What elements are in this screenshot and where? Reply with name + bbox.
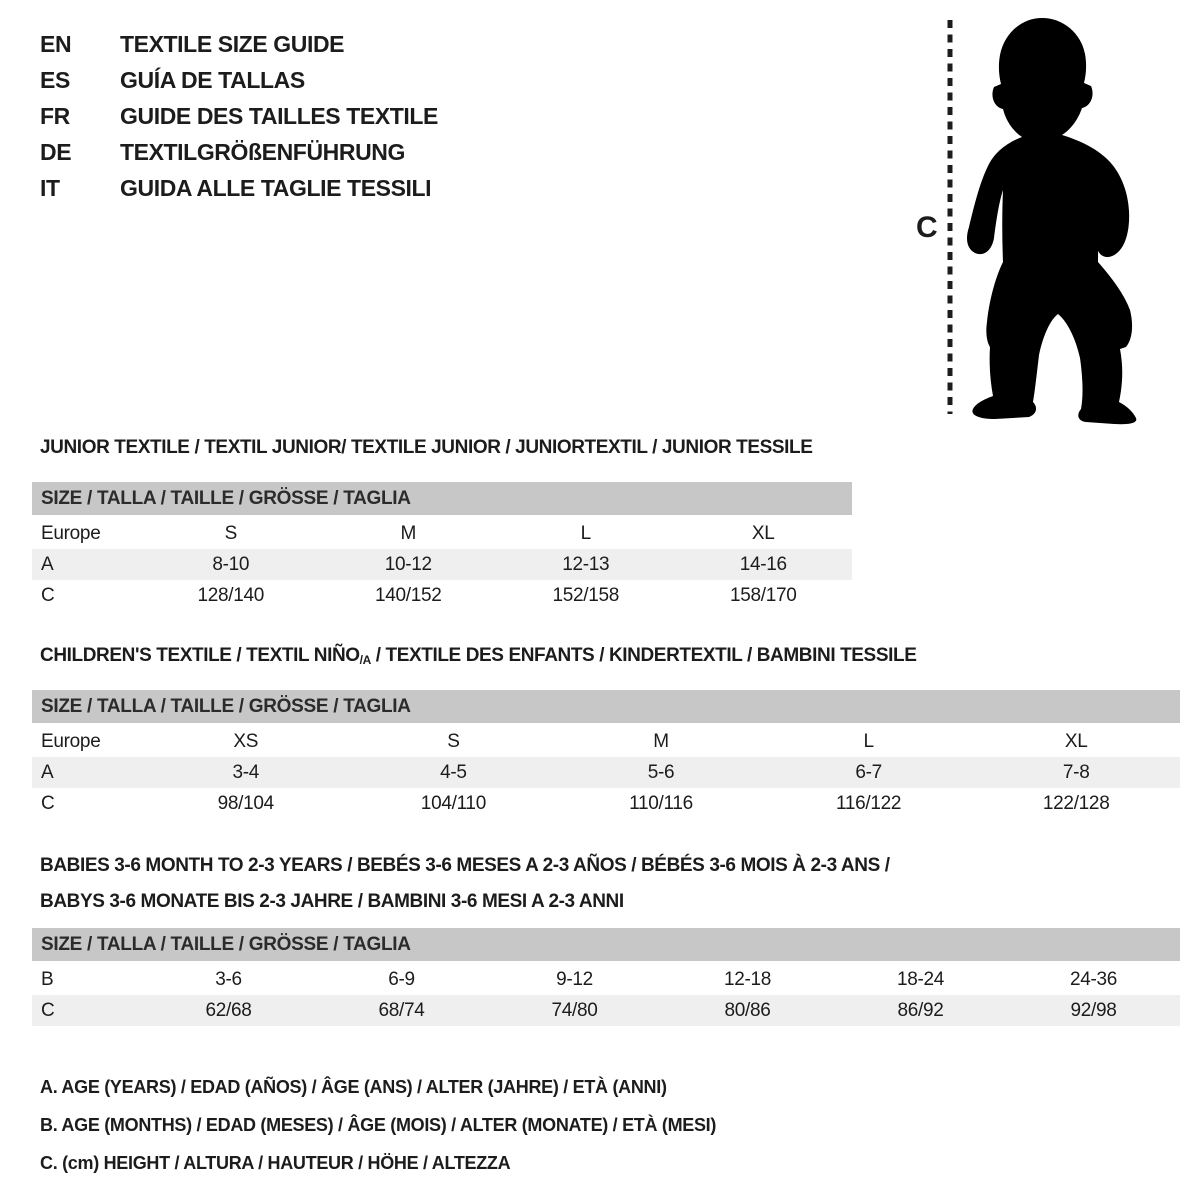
legend — [40, 1068, 716, 1182]
row-label: C — [41, 792, 55, 814]
language-code: IT — [40, 174, 60, 201]
table-cell: 128/140 — [197, 584, 265, 606]
table-cell: 3-6 — [215, 968, 242, 990]
language-guide-title: GUIDE DES TAILLES TEXTILE — [120, 102, 438, 129]
row-label: C — [41, 999, 55, 1021]
table-cell: 24-36 — [1069, 968, 1118, 990]
table-cell: 116/122 — [836, 792, 902, 814]
table-cell: 62/68 — [205, 999, 252, 1021]
table-cell: 6-9 — [388, 968, 415, 990]
language-row — [40, 98, 438, 134]
language-code: EN — [40, 30, 72, 57]
table-row-c — [32, 580, 852, 611]
table-row-b — [32, 964, 1180, 995]
language-title-list — [40, 26, 438, 206]
junior-section-title: JUNIOR TEXTILE / TEXTIL JUNIOR/ TEXTILE JUNIOR / JUNIORTEXTIL / JUNIOR TESSILE — [40, 437, 813, 458]
toddler-silhouette-icon — [967, 18, 1136, 424]
table-cell: 152/158 — [552, 584, 620, 606]
babies-section-title — [40, 848, 890, 920]
language-row — [40, 62, 438, 98]
table-cell: XL — [751, 522, 775, 544]
table-cell: S — [447, 730, 460, 752]
table-cell: 18-24 — [896, 968, 945, 990]
table-cell: L — [580, 522, 591, 544]
table-row-europe — [32, 518, 852, 549]
table-cell: 9-12 — [556, 968, 593, 990]
row-label: A — [41, 553, 54, 575]
table-cell: 104/110 — [420, 792, 486, 814]
table-cell: 8-10 — [212, 553, 250, 575]
size-header-bar: SIZE / TALLA / TAILLE / GRÖSSE / TAGLIA — [32, 482, 852, 515]
table-cell: XS — [233, 730, 259, 752]
table-cell: S — [224, 522, 237, 544]
table-cell: 158/170 — [729, 584, 797, 606]
table-cell: 14-16 — [739, 553, 787, 575]
table-cell: M — [400, 522, 417, 544]
table-cell: 12-13 — [562, 553, 610, 575]
table-cell: 3-4 — [232, 761, 260, 783]
row-label: Europe — [41, 730, 101, 752]
height-label-c: C — [916, 211, 938, 244]
table-cell: 12-18 — [723, 968, 772, 990]
table-cell: L — [863, 730, 874, 752]
language-guide-title: TEXTILGRÖßENFÜHRUNG — [120, 138, 405, 165]
language-guide-title: GUIDA ALLE TAGLIE TESSILI — [120, 174, 432, 201]
table-cell: 122/128 — [1042, 792, 1110, 814]
table-cell: 110/116 — [629, 792, 693, 814]
language-code: DE — [40, 138, 72, 165]
table-cell: 140/152 — [374, 584, 442, 606]
table-row-c — [32, 995, 1180, 1026]
table-cell: 92/98 — [1070, 999, 1117, 1021]
table-cell: M — [653, 730, 669, 752]
row-label: Europe — [41, 522, 101, 544]
legend-line: A. AGE (YEARS) / EDAD (AÑOS) / ÂGE (ANS) / ALTER (JAHRE) / ETÀ (ANNI) — [40, 1077, 667, 1097]
table-cell: 10-12 — [384, 553, 432, 575]
junior-size-table — [32, 482, 852, 611]
language-row — [40, 134, 438, 170]
row-label: A — [41, 761, 54, 783]
children-title-post: / TEXTILE DES ENFANTS / KINDERTEXTIL / BAMBINI TESSILE — [370, 645, 917, 666]
legend-line: B. AGE (MONTHS) / EDAD (MESES) / ÂGE (MOIS) / ALTER (MONATE) / ETÀ (MESI) — [40, 1115, 717, 1135]
table-cell: 80/86 — [724, 999, 771, 1021]
figure-toddler — [900, 10, 1150, 425]
row-label: B — [41, 968, 54, 990]
babies-title-line-2: BABYS 3-6 MONATE BIS 2-3 JAHRE / BAMBINI 3-6 MESI A 2-3 ANNI — [40, 891, 624, 912]
size-header-bar: SIZE / TALLA / TAILLE / GRÖSSE / TAGLIA — [32, 928, 1180, 961]
row-label: C — [41, 584, 55, 606]
language-row — [40, 170, 438, 206]
legend-line: C. (cm) HEIGHT / ALTURA / HAUTEUR / HÖHE / ALTEZZA — [40, 1153, 511, 1173]
language-code: ES — [40, 66, 70, 93]
size-header-bar: SIZE / TALLA / TAILLE / GRÖSSE / TAGLIA — [32, 690, 1180, 723]
table-cell: 98/104 — [217, 792, 274, 814]
language-row — [40, 26, 438, 62]
children-title-subscript: /A — [359, 653, 371, 667]
table-cell: 86/92 — [897, 999, 944, 1021]
babies-size-table — [32, 928, 1180, 1026]
language-guide-title: TEXTILE SIZE GUIDE — [120, 30, 345, 57]
table-row-a — [32, 757, 1180, 788]
table-cell: 6-7 — [855, 761, 882, 783]
table-row-europe — [32, 726, 1180, 757]
children-size-table — [32, 690, 1180, 819]
table-cell: 5-6 — [647, 761, 675, 783]
table-cell: 74/80 — [551, 999, 598, 1021]
table-cell: XL — [1064, 730, 1088, 752]
children-section-title — [40, 645, 916, 667]
table-row-c — [32, 788, 1180, 819]
children-title-pre: CHILDREN'S TEXTILE / TEXTIL NIÑO — [40, 645, 360, 666]
language-guide-title: GUÍA DE TALLAS — [120, 66, 305, 93]
table-cell: 68/74 — [378, 999, 425, 1021]
babies-title-line-1: BABIES 3-6 MONTH TO 2-3 YEARS / BEBÉS 3-6 MESES A 2-3 AÑOS / BÉBÉS 3-6 MOIS À 2-3 ANS / — [40, 855, 890, 876]
table-cell: 4-5 — [440, 761, 467, 783]
language-code: FR — [40, 102, 70, 129]
table-cell: 7-8 — [1062, 761, 1090, 783]
table-row-a — [32, 549, 852, 580]
